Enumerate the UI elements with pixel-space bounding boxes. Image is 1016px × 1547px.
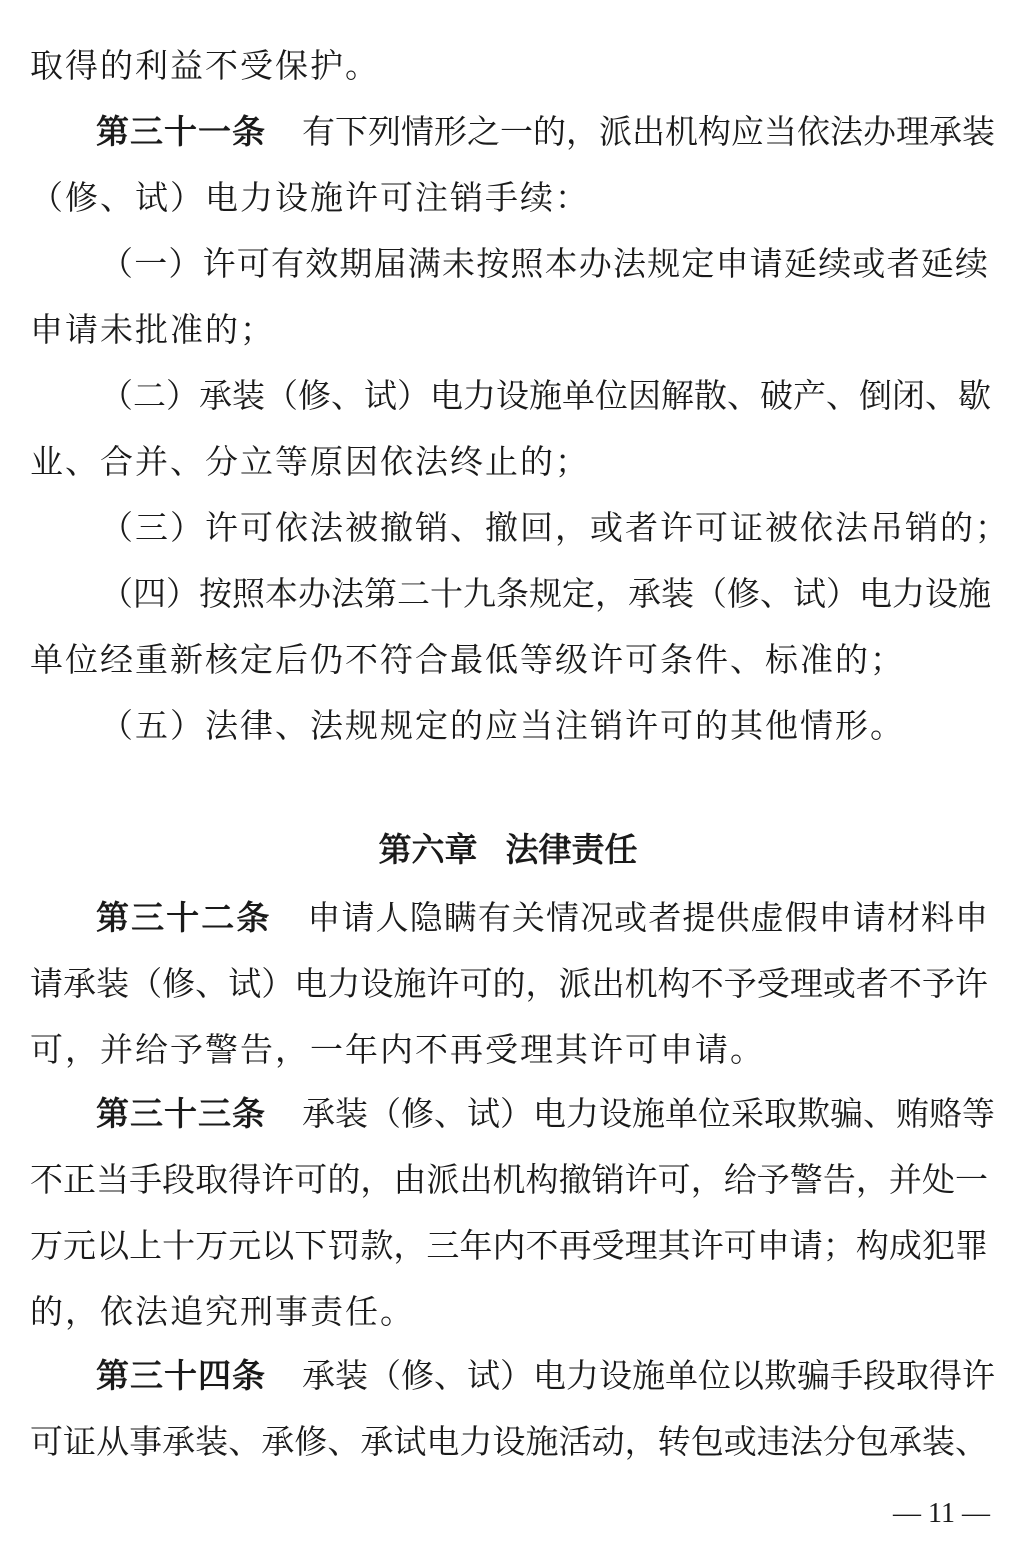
item-5-line: （五）法律、法规规定的应当注销许可的其他情形。 <box>100 706 905 745</box>
text-line: 取得的利益不受保护。 <box>30 46 380 85</box>
text-line: （修、试）电力设施许可注销手续： <box>30 178 590 217</box>
item-4-line: （四）按照本办法第二十九条规定，承装（修、试）电力设施 <box>100 574 991 613</box>
chapter-title: 法律责任 <box>505 830 638 869</box>
article-34-line <box>96 1354 995 1398</box>
article-33-text: 承装（修、试）电力设施单位采取欺骗、贿赂等 <box>302 1094 995 1133</box>
text-line: 申请未批准的； <box>30 310 275 349</box>
text-line: 不正当手段取得许可的，由派出机构撤销许可，给予警告，并处一 <box>30 1160 988 1199</box>
article-31-text: 有下列情形之一的，派出机构应当依法办理承装 <box>302 112 995 151</box>
article-33-label: 第三十三条 <box>96 1094 266 1133</box>
text-line: 万元以上十万元以下罚款，三年内不再受理其许可申请；构成犯罪 <box>30 1226 988 1265</box>
article-34-label: 第三十四条 <box>96 1356 266 1395</box>
text-line: 可证从事承装、承修、承试电力设施活动，转包或违法分包承装、 <box>30 1422 988 1461</box>
text-line: 单位经重新核定后仍不符合最低等级许可条件、标准的； <box>30 640 905 679</box>
text-line: 请承装（修、试）电力设施许可的，派出机构不予受理或者不予许 <box>30 964 988 1003</box>
article-31-line <box>96 110 995 154</box>
article-32-label: 第三十二条 <box>96 898 272 937</box>
page-number: — 11 — <box>893 1498 990 1529</box>
text-line: 的，依法追究刑事责任。 <box>30 1292 415 1331</box>
article-32-text: 申请人隐瞒有关情况或者提供虚假申请材料申 <box>307 898 989 937</box>
article-32-line <box>96 896 988 940</box>
item-2-line: （二）承装（修、试）电力设施单位因解散、破产、倒闭、歇 <box>100 376 991 415</box>
chapter-number: 第六章 <box>378 830 478 869</box>
chapter-heading <box>0 828 1016 872</box>
article-31-label: 第三十一条 <box>96 112 266 151</box>
item-3-line: （三）许可依法被撤销、撤回，或者许可证被依法吊销的； <box>100 508 1010 547</box>
text-line: 业、合并、分立等原因依法终止的； <box>30 442 590 481</box>
article-34-text: 承装（修、试）电力设施单位以欺骗手段取得许 <box>302 1356 995 1395</box>
item-1-line: （一）许可有效期届满未按照本办法规定申请延续或者延续 <box>100 244 988 283</box>
article-33-line <box>96 1092 995 1136</box>
text-line: 可，并给予警告，一年内不再受理其许可申请。 <box>30 1030 765 1069</box>
